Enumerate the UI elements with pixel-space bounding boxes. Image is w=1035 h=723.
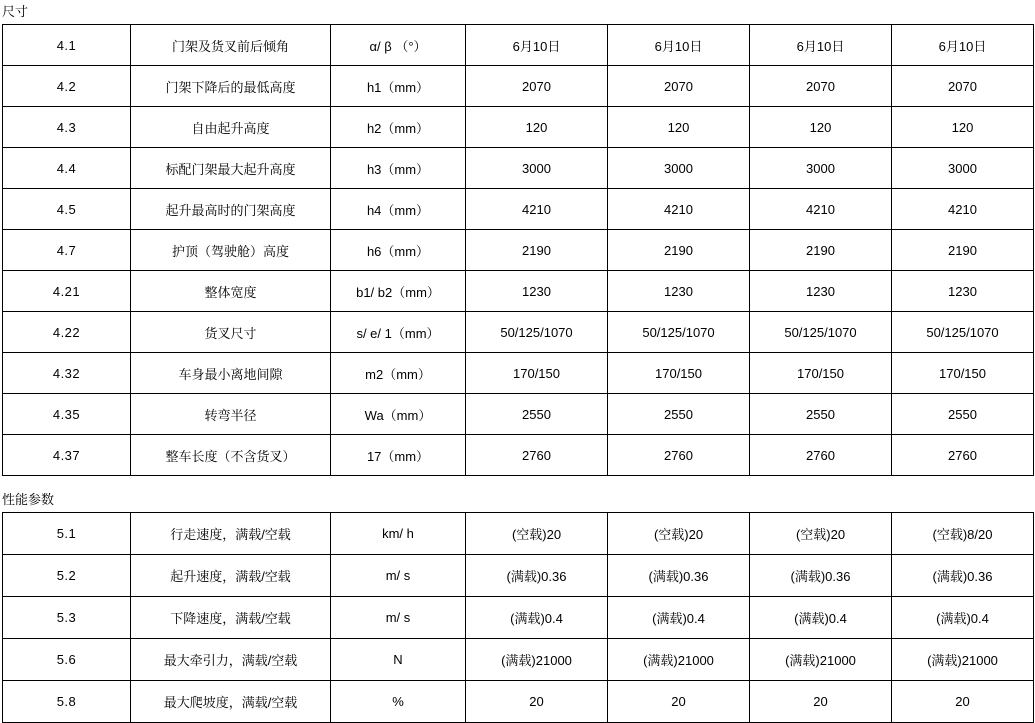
row-unit: km/ h <box>331 513 466 555</box>
row-value-1: (空载)20 <box>466 513 608 555</box>
row-code: 4.22 <box>3 312 131 353</box>
row-value-4: 120 <box>892 107 1034 148</box>
table-row <box>3 513 1034 555</box>
table-row <box>3 230 1034 271</box>
row-value-3: 20 <box>750 681 892 723</box>
row-value-3: 6月10日 <box>750 25 892 66</box>
row-value-4: (空载)8/20 <box>892 513 1034 555</box>
row-value-3: (满载)0.4 <box>750 597 892 639</box>
row-value-2: (满载)0.36 <box>608 555 750 597</box>
row-value-4: 1230 <box>892 271 1034 312</box>
row-value-4: 50/125/1070 <box>892 312 1034 353</box>
row-value-3: 120 <box>750 107 892 148</box>
row-code: 5.3 <box>3 597 131 639</box>
row-value-4: (满载)0.4 <box>892 597 1034 639</box>
row-code: 4.1 <box>3 25 131 66</box>
row-value-4: 170/150 <box>892 353 1034 394</box>
row-value-2: 20 <box>608 681 750 723</box>
row-code: 4.37 <box>3 435 131 476</box>
section-gap <box>0 476 1035 488</box>
row-code: 4.2 <box>3 66 131 107</box>
row-name: 门架下降后的最低高度 <box>131 66 331 107</box>
row-value-2: (满载)0.4 <box>608 597 750 639</box>
row-value-2: 3000 <box>608 148 750 189</box>
row-value-1: 2190 <box>466 230 608 271</box>
row-code: 4.21 <box>3 271 131 312</box>
row-value-4: 4210 <box>892 189 1034 230</box>
row-value-2: 2190 <box>608 230 750 271</box>
row-code: 4.7 <box>3 230 131 271</box>
section-title-dimensions: 尺寸 <box>2 4 29 19</box>
row-value-1: 170/150 <box>466 353 608 394</box>
row-value-1: 4210 <box>466 189 608 230</box>
row-value-1: 6月10日 <box>466 25 608 66</box>
row-unit: m/ s <box>331 555 466 597</box>
table-row <box>3 555 1034 597</box>
table-row <box>3 597 1034 639</box>
row-unit: h4（mm） <box>331 189 466 230</box>
row-value-2: 2070 <box>608 66 750 107</box>
row-value-4: 6月10日 <box>892 25 1034 66</box>
row-value-4: 2070 <box>892 66 1034 107</box>
row-code: 5.6 <box>3 639 131 681</box>
row-name: 行走速度，满载/空载 <box>131 513 331 555</box>
row-value-1: 2760 <box>466 435 608 476</box>
row-name: 起升最高时的门架高度 <box>131 189 331 230</box>
dimensions-table <box>2 24 1034 476</box>
table-row <box>3 681 1034 723</box>
row-value-4: (满载)21000 <box>892 639 1034 681</box>
table-row <box>3 148 1034 189</box>
row-value-1: 120 <box>466 107 608 148</box>
row-code: 4.35 <box>3 394 131 435</box>
row-name: 整车长度（不含货叉） <box>131 435 331 476</box>
row-value-4: 20 <box>892 681 1034 723</box>
row-name: 转弯半径 <box>131 394 331 435</box>
row-value-3: 1230 <box>750 271 892 312</box>
row-code: 4.4 <box>3 148 131 189</box>
row-value-1: (满载)0.36 <box>466 555 608 597</box>
row-value-3: 4210 <box>750 189 892 230</box>
row-value-4: 2550 <box>892 394 1034 435</box>
table-row <box>3 639 1034 681</box>
row-value-1: 3000 <box>466 148 608 189</box>
row-value-2: 170/150 <box>608 353 750 394</box>
row-name: 最大爬坡度，满载/空载 <box>131 681 331 723</box>
row-value-3: 2760 <box>750 435 892 476</box>
row-unit: 17（mm） <box>331 435 466 476</box>
row-code: 5.2 <box>3 555 131 597</box>
row-value-3: 170/150 <box>750 353 892 394</box>
row-value-3: 50/125/1070 <box>750 312 892 353</box>
row-unit: m/ s <box>331 597 466 639</box>
row-value-4: 2190 <box>892 230 1034 271</box>
row-value-1: 2070 <box>466 66 608 107</box>
row-value-2: (空载)20 <box>608 513 750 555</box>
table-row <box>3 394 1034 435</box>
table-row <box>3 189 1034 230</box>
row-unit: h3（mm） <box>331 148 466 189</box>
row-unit: N <box>331 639 466 681</box>
row-value-2: 4210 <box>608 189 750 230</box>
row-name: 货叉尺寸 <box>131 312 331 353</box>
row-unit: b1/ b2（mm） <box>331 271 466 312</box>
row-value-3: 2070 <box>750 66 892 107</box>
row-value-2: 50/125/1070 <box>608 312 750 353</box>
row-unit: α/ β （°） <box>331 25 466 66</box>
row-value-1: 50/125/1070 <box>466 312 608 353</box>
row-value-2: 1230 <box>608 271 750 312</box>
row-value-3: 2550 <box>750 394 892 435</box>
row-name: 整体宽度 <box>131 271 331 312</box>
section-title-performance: 性能参数 <box>2 492 55 507</box>
row-name: 门架及货叉前后倾角 <box>131 25 331 66</box>
row-name: 下降速度，满载/空载 <box>131 597 331 639</box>
row-unit: Wa（mm） <box>331 394 466 435</box>
table-row <box>3 271 1034 312</box>
row-value-4: (满载)0.36 <box>892 555 1034 597</box>
row-value-1: 20 <box>466 681 608 723</box>
row-code: 5.1 <box>3 513 131 555</box>
row-value-1: 1230 <box>466 271 608 312</box>
table-row <box>3 66 1034 107</box>
row-value-1: 2550 <box>466 394 608 435</box>
row-unit: m2（mm） <box>331 353 466 394</box>
row-value-2: 6月10日 <box>608 25 750 66</box>
table-row <box>3 25 1034 66</box>
table-row <box>3 312 1034 353</box>
table-row <box>3 107 1034 148</box>
row-value-2: 2550 <box>608 394 750 435</box>
row-unit: h2（mm） <box>331 107 466 148</box>
row-value-3: (空载)20 <box>750 513 892 555</box>
row-value-1: (满载)21000 <box>466 639 608 681</box>
row-value-2: 2760 <box>608 435 750 476</box>
row-value-3: 3000 <box>750 148 892 189</box>
row-unit: h1（mm） <box>331 66 466 107</box>
row-unit: h6（mm） <box>331 230 466 271</box>
row-name: 车身最小离地间隙 <box>131 353 331 394</box>
row-unit: % <box>331 681 466 723</box>
row-value-2: 120 <box>608 107 750 148</box>
row-name: 标配门架最大起升高度 <box>131 148 331 189</box>
table-row <box>3 435 1034 476</box>
table-row <box>3 353 1034 394</box>
row-code: 4.3 <box>3 107 131 148</box>
row-name: 护顶（驾驶舱）高度 <box>131 230 331 271</box>
row-value-3: (满载)0.36 <box>750 555 892 597</box>
row-value-3: 2190 <box>750 230 892 271</box>
performance-table <box>2 512 1034 723</box>
row-name: 起升速度，满载/空载 <box>131 555 331 597</box>
row-code: 4.32 <box>3 353 131 394</box>
row-unit: s/ e/ 1（mm） <box>331 312 466 353</box>
row-code: 4.5 <box>3 189 131 230</box>
row-value-4: 2760 <box>892 435 1034 476</box>
row-code: 5.8 <box>3 681 131 723</box>
row-name: 自由起升高度 <box>131 107 331 148</box>
row-name: 最大牵引力，满载/空载 <box>131 639 331 681</box>
row-value-3: (满载)21000 <box>750 639 892 681</box>
row-value-2: (满载)21000 <box>608 639 750 681</box>
row-value-4: 3000 <box>892 148 1034 189</box>
row-value-1: (满载)0.4 <box>466 597 608 639</box>
